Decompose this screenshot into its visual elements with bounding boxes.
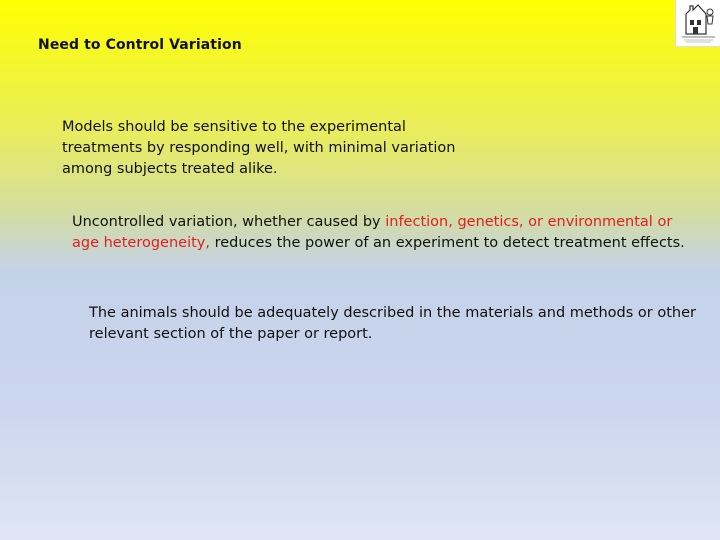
paragraph-text-before: Uncontrolled variation, whether caused by [72,214,386,230]
paragraph-uncontrolled-variation [72,212,697,254]
highlighted-causes: infection, genetics, or environmental or age heterogeneity, [72,214,673,251]
paragraph-sensitivity: Models should be sensitive to the experimental treatments by responding well, with minimal variation among subjects treated alike. [62,119,456,177]
slide-title: Need to Control Variation [38,37,242,53]
institution-logo-icon [675,0,720,47]
paragraph-animal-description: The animals should be adequately described in the materials and methods or other relevant section of the paper or report. [89,305,696,342]
paragraph-text-after: reduces the power of an experiment to detect treatment effects. [210,235,685,251]
